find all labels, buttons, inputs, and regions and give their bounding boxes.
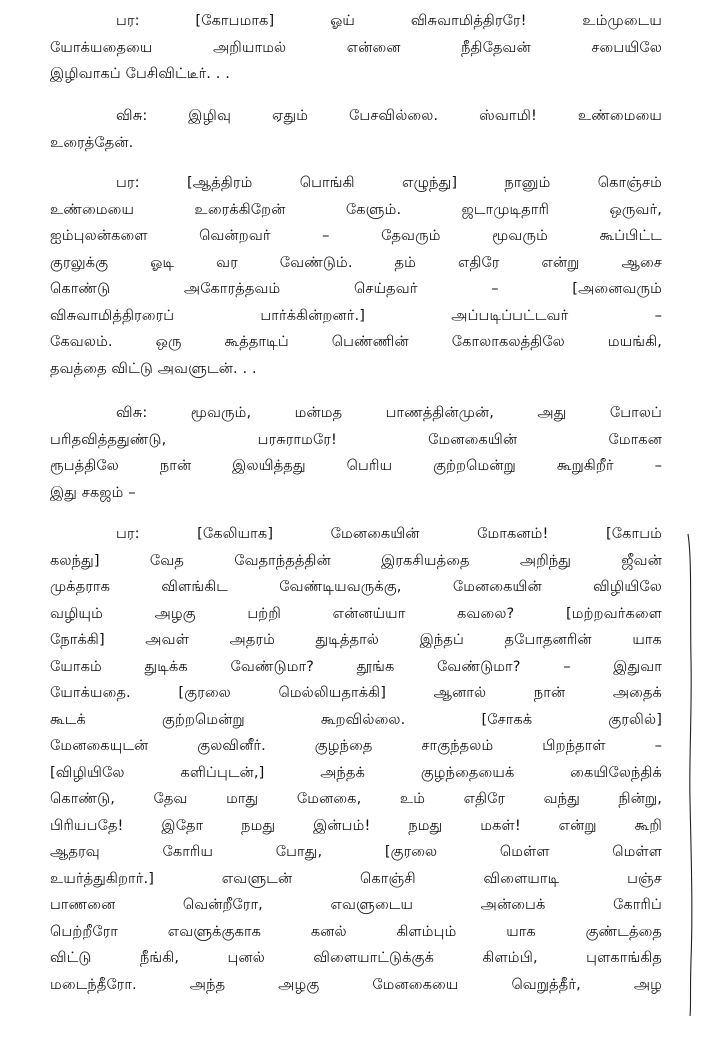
- text-line: உரைத்தேன்.: [50, 133, 134, 151]
- paragraph-parasurama-3: [50, 521, 662, 998]
- paragraph-visu-1: [50, 103, 662, 156]
- text-line: ஆதரவு கோரிய போது, [குரலை மெள்ள மெள்ள: [50, 843, 662, 860]
- paragraph-parasurama-2: [50, 170, 662, 382]
- text-line: [விழியிலே களிப்புடன்,] அந்தக் குழந்தையைக் கையிலேந்திக்: [50, 763, 662, 781]
- margin-bracket-mark: [684, 530, 698, 1020]
- text-line: இது சகஜம் –: [50, 483, 136, 501]
- text-line: விட்டு நீங்கி, புனல் விளையாட்டுக்குக் கிளம்பி, புளகாங்கித: [50, 949, 662, 966]
- text-line: பரிதவித்ததுண்டு, பரசுராமரே! மேனகையின் மோகன: [50, 430, 662, 448]
- text-line: ரூபத்திலே நான் இலயித்தது பெரிய குற்றமென்று கூறுகிறீர் –: [50, 457, 662, 474]
- text-line: மேனகையுடன் குலவினீர். குழந்தை சாகுந்தலம் பிறந்தாள் –: [50, 737, 662, 754]
- text-line: உண்மையை உரைக்கிறேன் கேளும். ஜடாமுடிதாரி ஒருவர்,: [50, 200, 662, 218]
- text-line: யோக்யதையை அறியாமல் என்னை நீதிதேவன் சபையிலே: [50, 38, 662, 56]
- text-line: கலந்து] வேத வேதாந்தத்தின் இரகசியத்தை அறிந்து ஜீவன்: [50, 551, 662, 569]
- text-line: பர: [ஆத்திரம் பொங்கி எழுந்து] நானும் கொஞ்சம்: [116, 174, 662, 191]
- text-line: பாணனை வென்றீரோ, எவளுடைய அன்பைக் கோரிப்: [50, 896, 662, 913]
- text-line: விசுவாமித்திரரைப் பார்க்கின்றனர்.] அப்படிப்பட்டவர் –: [50, 306, 662, 324]
- text-line: தவத்தை விட்டு அவளுடன். . .: [50, 359, 257, 377]
- text-line: மடைந்தீரோ. அந்த அழகு மேனகையை வெறுத்தீர், அழ: [50, 975, 662, 993]
- text-line: கொண்டு, தேவ மாது மேனகை, உம் எதிரே வந்து நின்று,: [50, 790, 662, 807]
- text-line: பர: [கேலியாக] மேனகையின் மோகனம்! [கோபம்: [116, 525, 662, 542]
- text-line: விசு: மூவரும், மன்மத பாணத்தின்முன், அது போலப்: [116, 404, 662, 421]
- paragraph-visu-2: [50, 400, 662, 506]
- text-line: உயர்த்துகிறார்.] எவளுடன் கொஞ்சி விளையாடி பஞ்ச: [50, 869, 662, 887]
- text-line: நோக்கி] அவள் அதரம் துடித்தால் இந்தப் தபோதனரின் யாக: [50, 631, 662, 648]
- text-line: முக்தராக விளங்கிட வேண்டியவருக்கு, மேனகையின் விழியிலே: [50, 578, 662, 595]
- text-line: பர: [கோபமாக] ஓய் விசுவாமித்திரரே! உம்முடைய: [116, 12, 662, 29]
- text-line: விசு: இழிவு ஏதும் பேசவில்லை. ஸ்வாமி! உண்மையை: [116, 107, 662, 124]
- text-line: குரலுக்கு ஓடி வர வேண்டும். தம் எதிரே என்று ஆசை: [50, 253, 662, 271]
- text-line: யோகம் துடிக்க வேண்டுமா? தூங்க வேண்டுமா? – இதுவா: [50, 657, 662, 675]
- text-line: பிரியபதே! இதோ நமது இன்பம்! நமது மகள்! என்று கூறி: [50, 816, 662, 834]
- text-line: யோக்யதை. [குரலை மெல்லியதாக்கி] ஆனால் நான் அதைக்: [50, 684, 662, 701]
- text-line: வழியும் அழகு பற்றி என்னய்யா கவலை? [மற்றவர்களை: [50, 604, 662, 622]
- text-line: கொண்டு அகோரத்தவம் செய்தவர் – [அனைவரும்: [50, 280, 662, 297]
- text-line: கேவலம். ஒரு கூத்தாடிப் பெண்ணின் கோலாகலத்திலே மயங்கி,: [50, 333, 662, 350]
- text-line: இழிவாகப் பேசிவிட்டீர். . .: [50, 65, 230, 82]
- text-line: பெற்றீரோ எவளுக்குகாக கனல் கிளம்பும் யாக குண்டத்தை: [50, 922, 662, 940]
- paragraph-parasurama-1: [50, 8, 662, 88]
- text-line: கூடக் குற்றமென்று கூறவில்லை. [சோகக் குரலில்]: [50, 710, 662, 728]
- text-line: ஐம்புலன்களை வென்றவர் – தேவரும் மூவரும் கூப்பிட்ட: [50, 227, 662, 244]
